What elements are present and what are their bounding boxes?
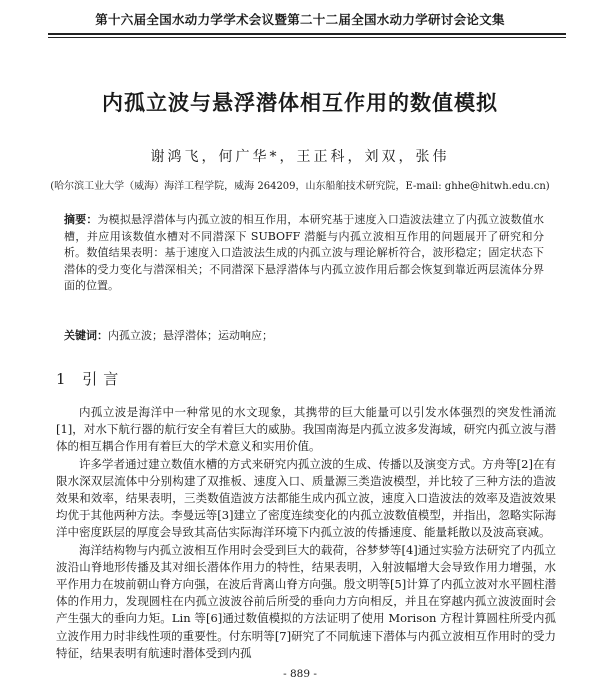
header-rule-thin — [48, 37, 566, 38]
keywords-label: 关键词： — [64, 329, 108, 342]
page-number: - 889 - — [283, 668, 317, 680]
keywords-text: 内孤立波；悬浮潜体；运动响应； — [108, 329, 273, 342]
abstract — [64, 212, 544, 295]
running-header: 第十六届全国水动力学学术会议暨第二十二届全国水动力学研讨会论文集 — [95, 12, 505, 27]
abstract-label: 摘要： — [64, 213, 98, 226]
author-list: 谢鸿飞，何广华*，王正科，刘双，张伟 — [150, 149, 450, 165]
body-paragraph: 内孤立波是海洋中一种常见的水文现象，其携带的巨大能量可以引发水体强烈的突发性涌流[1]，对水下航行器的航行安全有着巨大的威胁。我国南海是内孤立波多发海域，研究内孤立波与潜体的相互耦合作用有着巨大的学术意义和实用价值。 — [56, 405, 556, 454]
body-paragraph: 海洋结构物与内孤立波相互作用时会受到巨大的载荷，谷梦梦等[4]通过实验方法研究了内孤立波沿山脊地形传播及其对细长潜体作用力的特性，结果表明，入射波幅增大会导致作用力增强，水平作用力在坡前朝山脊方向强，在波后背离山脊方向强。殷文明等[5]计算了内孤立波对水平圆柱潜体的作用力，发现圆柱在内孤立波波谷前后所受的垂向力方向相反，并且在穿越内孤立波波面时会产生强大的垂向力矩。Lin 等[6]通过数值模拟的方法证明了使用 Morison 方程计算圆柱所受内孤立波作用力时非线性项的重要性。付东明等[7]研究了不同航速下潜体与内孤立波相互作用时的受力特征，结果表明有航速时潜体受到内孤 — [56, 542, 556, 660]
body-text — [56, 404, 556, 662]
affiliation: (哈尔滨工业大学（威海）海洋工程学院，威海 264209，山东船舶技术研究院，E-mail: ghhe@hitwh.edu.cn) — [50, 181, 550, 192]
body-paragraph: 许多学者通过建立数值水槽的方式来研究内孤立波的生成、传播以及演变方式。方舟等[2]在有限水深双层流体中分别构建了双推板、速度入口、质量源三类造波模型，并比较了三种方法的造波效果和效率，结果表明，三类数值造波方法都能生成内孤立波，速度入口造波法的效率及造波效果均优于其他两种方法。李曼远等[3]建立了密度连续变化的内孤立波数值模型，并指出，忽略实际海洋中密度跃层的厚度会导致其高估实际海洋环境下内孤立波的传播速度、能量耗散以及波高衰减。 — [56, 456, 556, 540]
paper-title: 内孤立波与悬浮潜体相互作用的数值模拟 — [102, 91, 498, 115]
abstract-text: 为模拟悬浮潜体与内孤立波的相互作用，本研究基于速度入口造波法建立了内孤立波数值水槽，并应用该数值水槽对不同潜深下 SUBOFF 潜艇与内孤立波相互作用的问题展开了研究和分析。数值结果表明：基于速度入口造波法生成的内孤立波与理论解析符合，波形稳定；固定状态下潜体的受力变化与潜深相关；不同潜深下悬浮潜体与内孤立波作用后都会恢复到靠近两层流体分界面的位置。 — [64, 213, 544, 293]
keywords — [64, 328, 544, 344]
section-heading: 1 引言 — [56, 370, 125, 388]
header-rule — [48, 33, 566, 35]
